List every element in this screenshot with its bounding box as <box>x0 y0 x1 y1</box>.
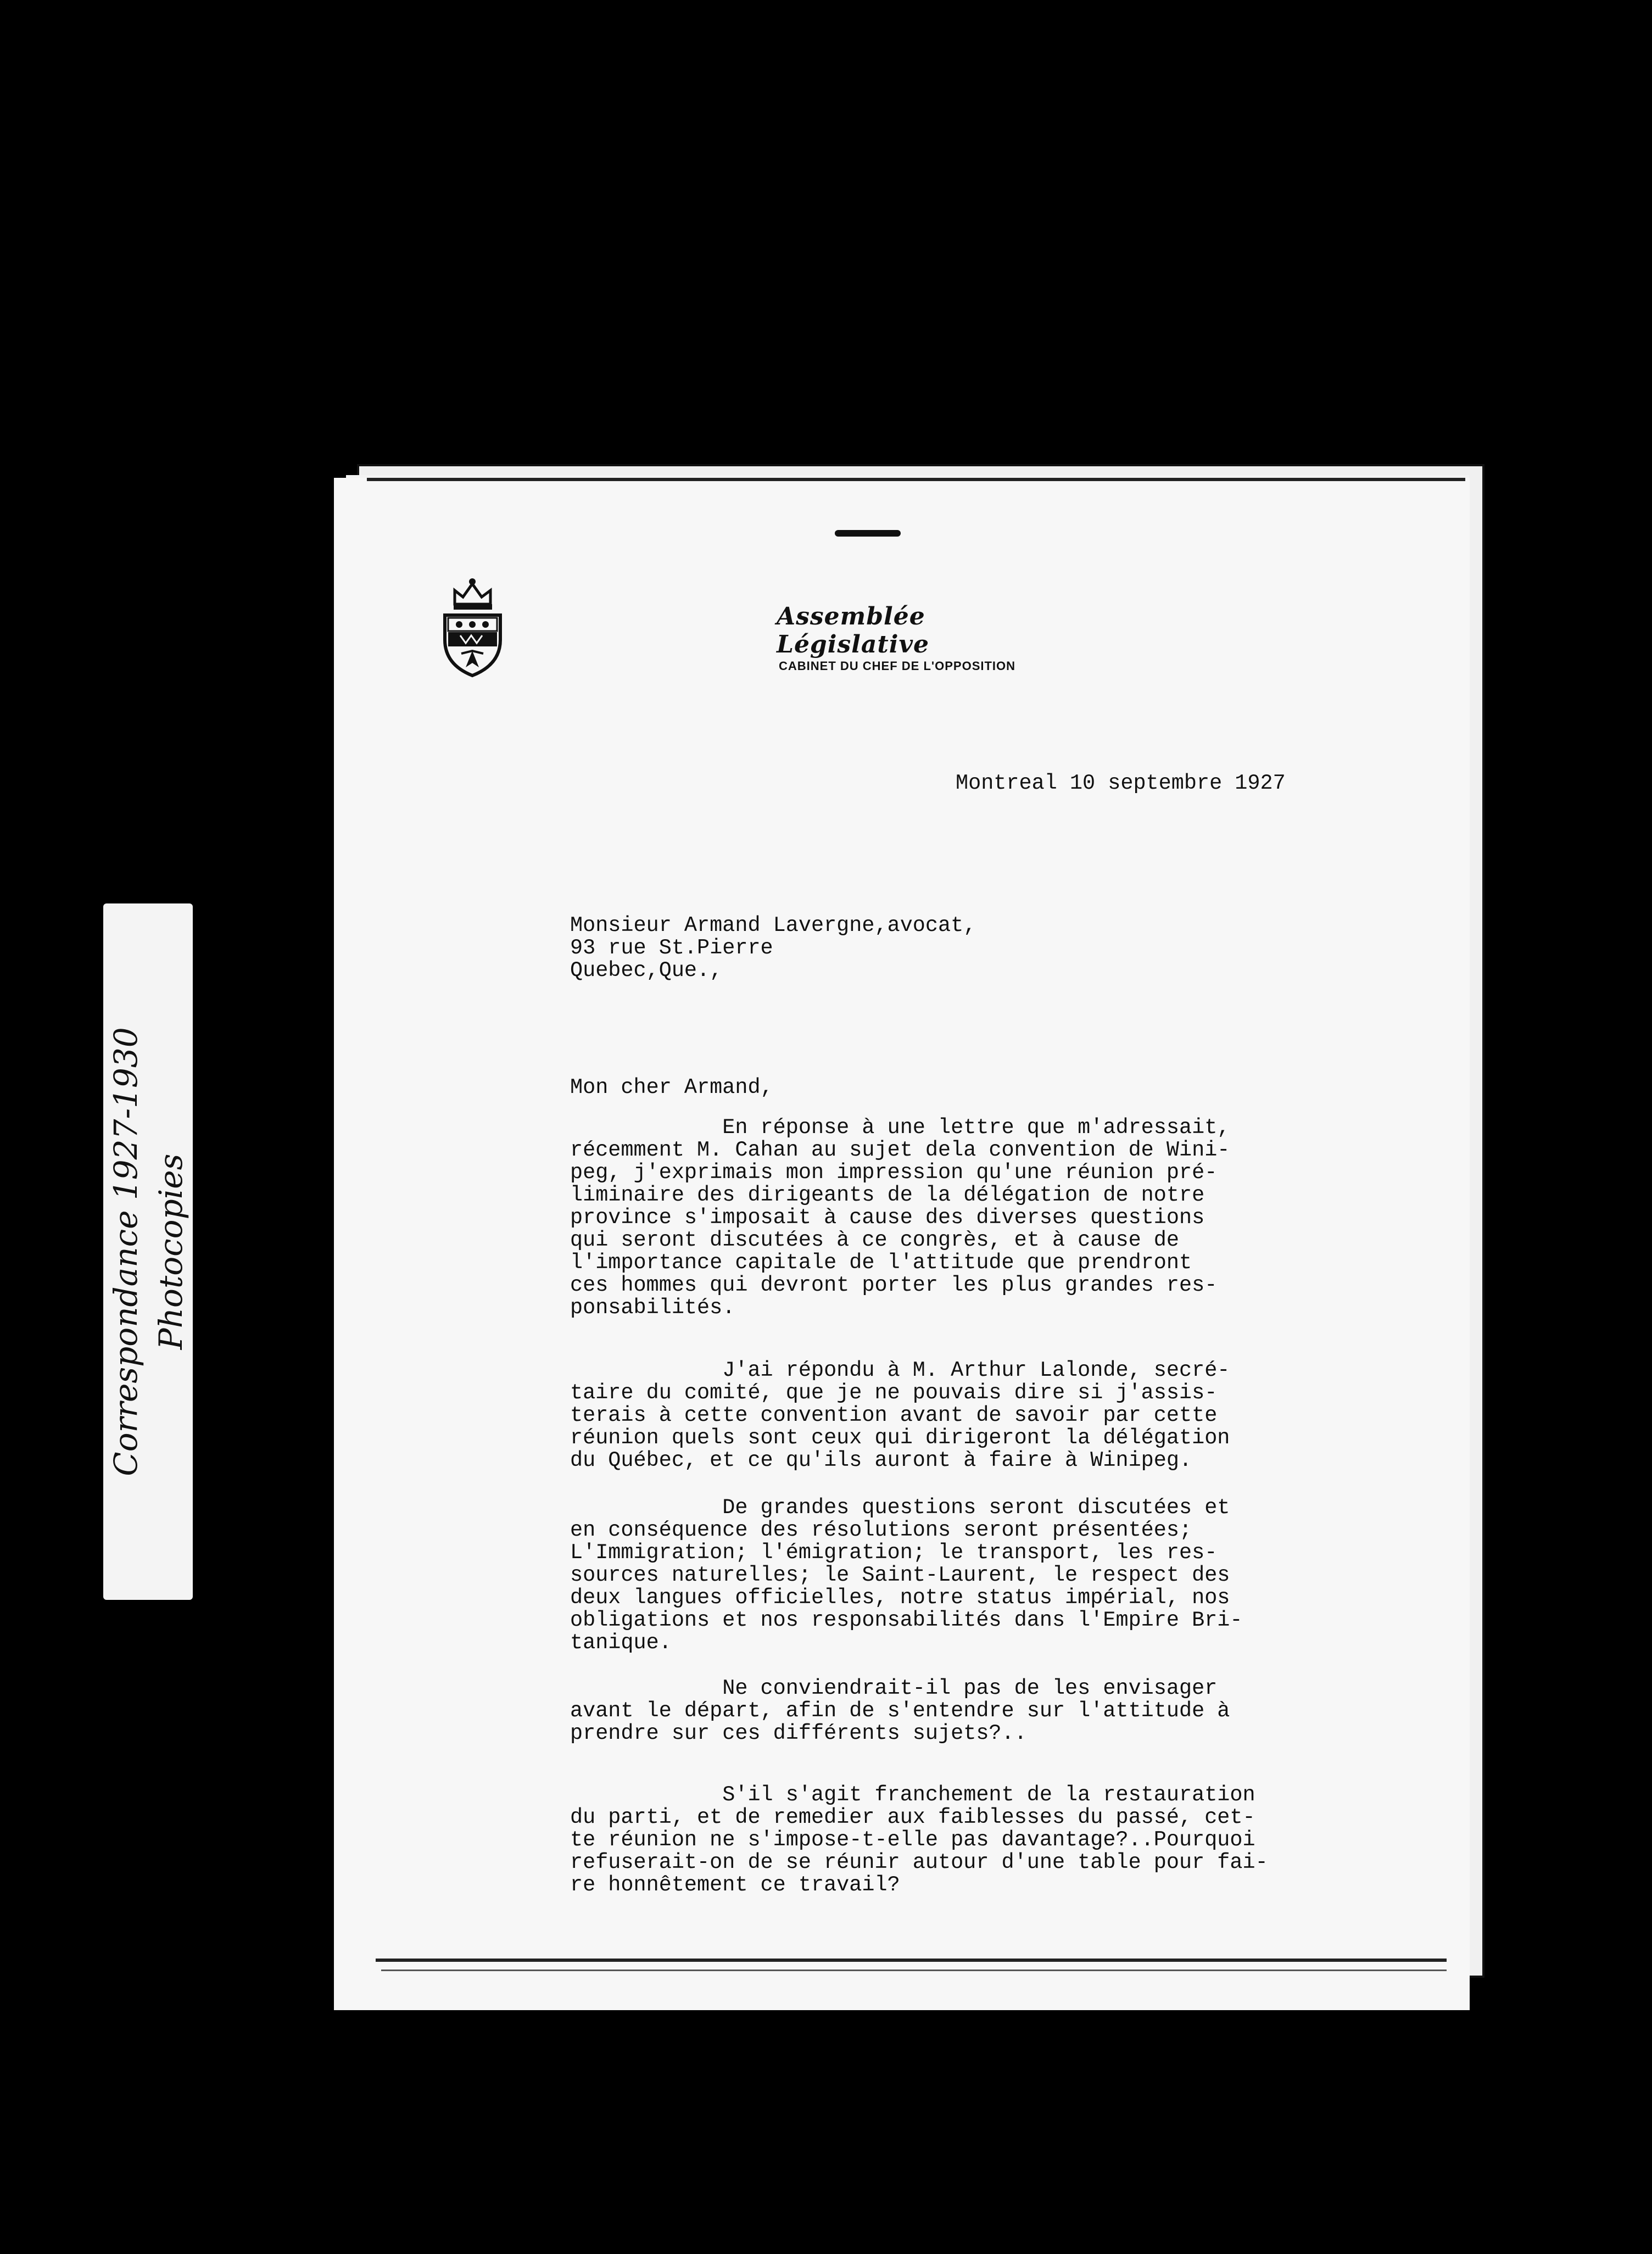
text-line: l'importance capitale de l'attitude que prendront <box>570 1251 1192 1275</box>
paragraph-4 <box>570 1677 1230 1745</box>
text-line: tanique. <box>570 1631 672 1655</box>
address-line: Monsieur Armand Lavergne,avocat, <box>570 913 976 938</box>
index-card-line-1: Correspondance 1927-1930 <box>107 1027 144 1476</box>
salutation: Mon cher Armand, <box>570 1075 773 1100</box>
paragraph-5 <box>570 1784 1268 1896</box>
text-line: prendre sur ces différents sujets?.. <box>570 1721 1027 1745</box>
text-line: liminaire des dirigeants de la délégation de notre <box>570 1183 1205 1207</box>
text-line: province s'imposait à cause des diverses questions <box>570 1206 1205 1230</box>
index-card-line-2: Photocopies <box>152 1153 189 1350</box>
paragraph-3 <box>570 1497 1243 1654</box>
letter-page <box>334 478 1470 2010</box>
letterhead-title: Assemblée Législative <box>777 602 930 659</box>
text-line: qui seront discutées à ce congrès, et à cause de <box>570 1228 1179 1252</box>
address-line: 93 rue St.Pierre <box>570 936 773 960</box>
text-line: ces hommes qui devront porter les plus grandes res- <box>570 1273 1218 1297</box>
text-line: re honnêtement ce travail? <box>570 1873 900 1897</box>
text-line: En réponse à une lettre que m'adressait, <box>570 1115 1230 1140</box>
text-line: en conséquence des résolutions seront présentées; <box>570 1518 1192 1542</box>
top-edge-line <box>367 478 1465 481</box>
address-line: Quebec,Que., <box>570 958 723 983</box>
text-line: refuserait-on de se réunir autour d'une table pour fai- <box>570 1850 1268 1874</box>
text-line: S'il s'agit franchement de la restauration <box>570 1783 1255 1807</box>
paragraph-1 <box>570 1117 1230 1319</box>
text-line: sources naturelles; le Saint-Laurent, le respect des <box>570 1563 1230 1587</box>
text-line: réunion quels sont ceux qui dirigeront la délégation <box>570 1426 1230 1450</box>
paragraph-2 <box>570 1359 1230 1472</box>
text-line: Ne conviendrait-il pas de les envisager <box>570 1676 1218 1700</box>
letterhead-subtitle: CABINET DU CHEF DE L'OPPOSITION <box>779 659 1016 673</box>
text-line: peg, j'exprimais mon impression qu'une réunion pré- <box>570 1161 1218 1185</box>
text-line: ponsabilités. <box>570 1296 735 1320</box>
text-line: terais à cette convention avant de savoir par cette <box>570 1403 1218 1427</box>
recipient-address <box>570 914 976 982</box>
index-card <box>103 903 193 1600</box>
bottom-edge-line <box>376 1959 1447 1962</box>
text-line: J'ai répondu à M. Arthur Lalonde, secré- <box>570 1358 1230 1382</box>
top-dash-mark <box>835 530 901 537</box>
text-line: te réunion ne s'impose-t-elle pas davantage?..Pourquoi <box>570 1828 1255 1852</box>
text-line: deux langues officielles, notre status impérial, nos <box>570 1586 1230 1610</box>
coat-of-arms-icon <box>438 574 507 678</box>
text-line: obligations et nos responsabilités dans l'Empire Bri- <box>570 1608 1243 1632</box>
text-line: avant le départ, afin de s'entendre sur l'attitude à <box>570 1699 1230 1723</box>
text-line: du parti, et de remedier aux faiblesses du passé, cet- <box>570 1805 1255 1829</box>
text-line: taire du comité, que je ne pouvais dire si j'assis- <box>570 1381 1218 1405</box>
text-line: De grandes questions seront discutées et <box>570 1496 1230 1520</box>
index-card-text <box>103 933 193 1570</box>
text-line: récemment M. Cahan au sujet dela convention de Wini- <box>570 1138 1230 1162</box>
letter-date: Montreal 10 septembre 1927 <box>956 771 1286 795</box>
bottom-edge-line-2 <box>381 1970 1447 1971</box>
text-line: L'Immigration; l'émigration; le transport, les res- <box>570 1541 1218 1565</box>
text-line: du Québec, et ce qu'ils auront à faire à Winipeg. <box>570 1448 1192 1472</box>
